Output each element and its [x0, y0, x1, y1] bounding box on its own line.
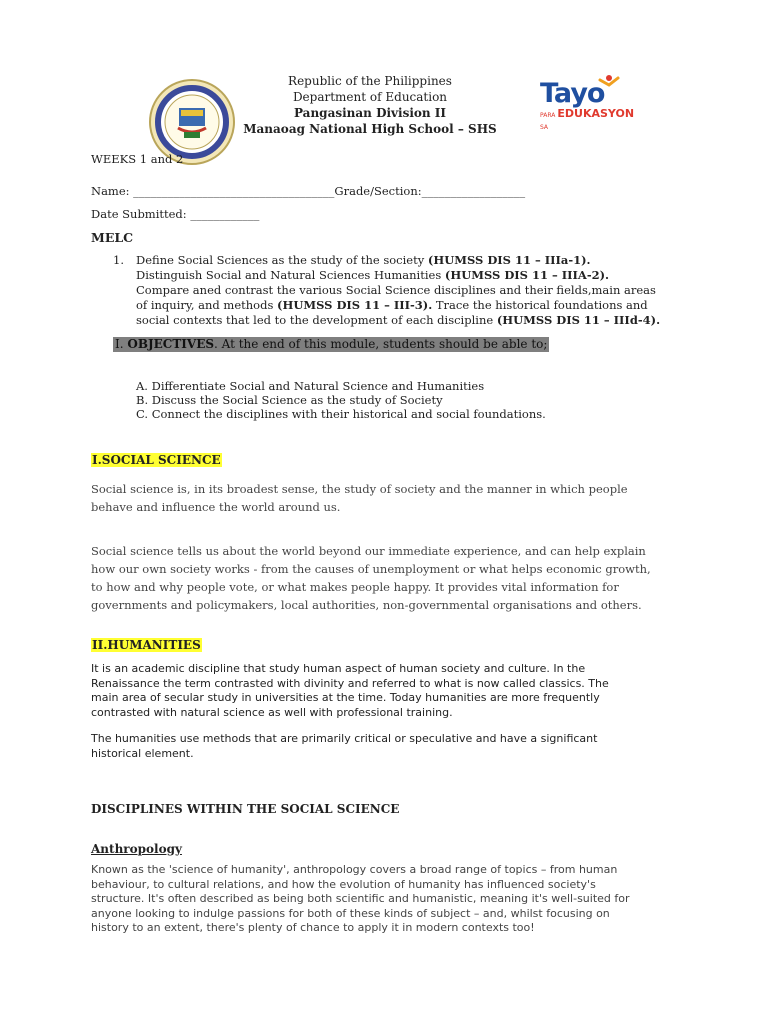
- melc-line: of inquiry, and methods (HUMSS DIS 11 – III-3). Trace the historical foundations and: [136, 298, 648, 312]
- header-division: Pangasinan Division II: [293, 106, 447, 120]
- social-science-heading: I.SOCIAL SCIENCE: [92, 453, 221, 467]
- anthropology-paragraph: Known as the 'science of humanity', anthropology covers a broad range of topics – from human behaviour, to cultural relations, and how the evolution of humanity has influenced society's structure. It's often described as being both scientific and humanistic, meaning it's well-suited for anyone looking to indulge passions for both of these kinds of subject – and, whilst focusing on history to an extent, there's plenty of chance to apply it in modern contexts too!: [91, 863, 630, 934]
- humanities-paragraph-1: It is an academic discipline that study human aspect of human society and culture. In the Renaissance the term contrasted with divinity and referred to what is now called classics. The main area of secular study in universities at the time. Today humanities are more frequently contrasted with natural science as well with professional training.: [91, 662, 609, 719]
- tayo-figure-icon: [598, 74, 620, 98]
- tayo-edukasyon: EDUKASYON: [557, 107, 635, 120]
- melc-line: Define Social Sciences as the study of the society (HUMSS DIS 11 – IIIa-1).: [136, 253, 591, 267]
- date-submitted-line: Date Submitted: ____________: [91, 207, 260, 221]
- tayo-logo: [540, 78, 635, 131]
- anthropology-title: Anthropology: [91, 842, 182, 856]
- melc-line: Distinguish Social and Natural Sciences Humanities (HUMSS DIS 11 – IIIA-2).: [136, 268, 610, 282]
- melc-number: 1.: [113, 253, 124, 267]
- melc-line: Compare aned contrast the various Social Science disciplines and their fields,main areas: [136, 283, 656, 297]
- objectives-bar: I. OBJECTIVES. At the end of this module, students should be able to;: [115, 337, 548, 351]
- melc-list: [136, 253, 660, 328]
- disciplines-heading: DISCIPLINES WITHIN THE SOCIAL SCIENCE: [91, 802, 400, 816]
- objective-item: C. Connect the disciplines with their historical and social foundations.: [136, 407, 546, 421]
- social-science-paragraph-2: Social science tells us about the world beyond our immediate experience, and can help explain how our own society works - from the causes of unemployment or what helps economic growth, to how and why people vote, or what makes people happy. It provides vital information for governments and policymakers, local authorities, non-governmental organisations and others.: [91, 544, 651, 612]
- tayo-para-sa: PARA SA: [540, 112, 556, 131]
- objective-item: A. Differentiate Social and Natural Science and Humanities: [136, 379, 485, 393]
- objective-item: B. Discuss the Social Science as the study of Society: [136, 393, 443, 407]
- humanities-heading: II.HUMANITIES: [92, 638, 201, 652]
- melc-heading: MELC: [91, 230, 134, 245]
- tayo-logo-word: Tayo: [540, 78, 605, 109]
- melc-line: social contexts that led to the development of each discipline (HUMSS DIS 11 – IIId-4).: [136, 313, 661, 327]
- header-republic: Republic of the Philippines: [288, 74, 452, 88]
- document-header: [240, 73, 500, 137]
- header-department: Department of Education: [292, 90, 448, 104]
- humanities-paragraph-2: The humanities use methods that are primarily critical or speculative and have a significant historical element.: [91, 732, 598, 760]
- name-grade-line: Name: ___________________________________Grade/Section:__________________: [91, 184, 526, 198]
- objectives-list: [136, 379, 546, 421]
- social-science-paragraph-1: Social science is, in its broadest sense, the study of society and the manner in which people behave and influence the world around us.: [91, 482, 628, 514]
- weeks-label: WEEKS 1 and 2: [91, 152, 184, 166]
- header-school: Manaoag National High School – SHS: [243, 122, 497, 136]
